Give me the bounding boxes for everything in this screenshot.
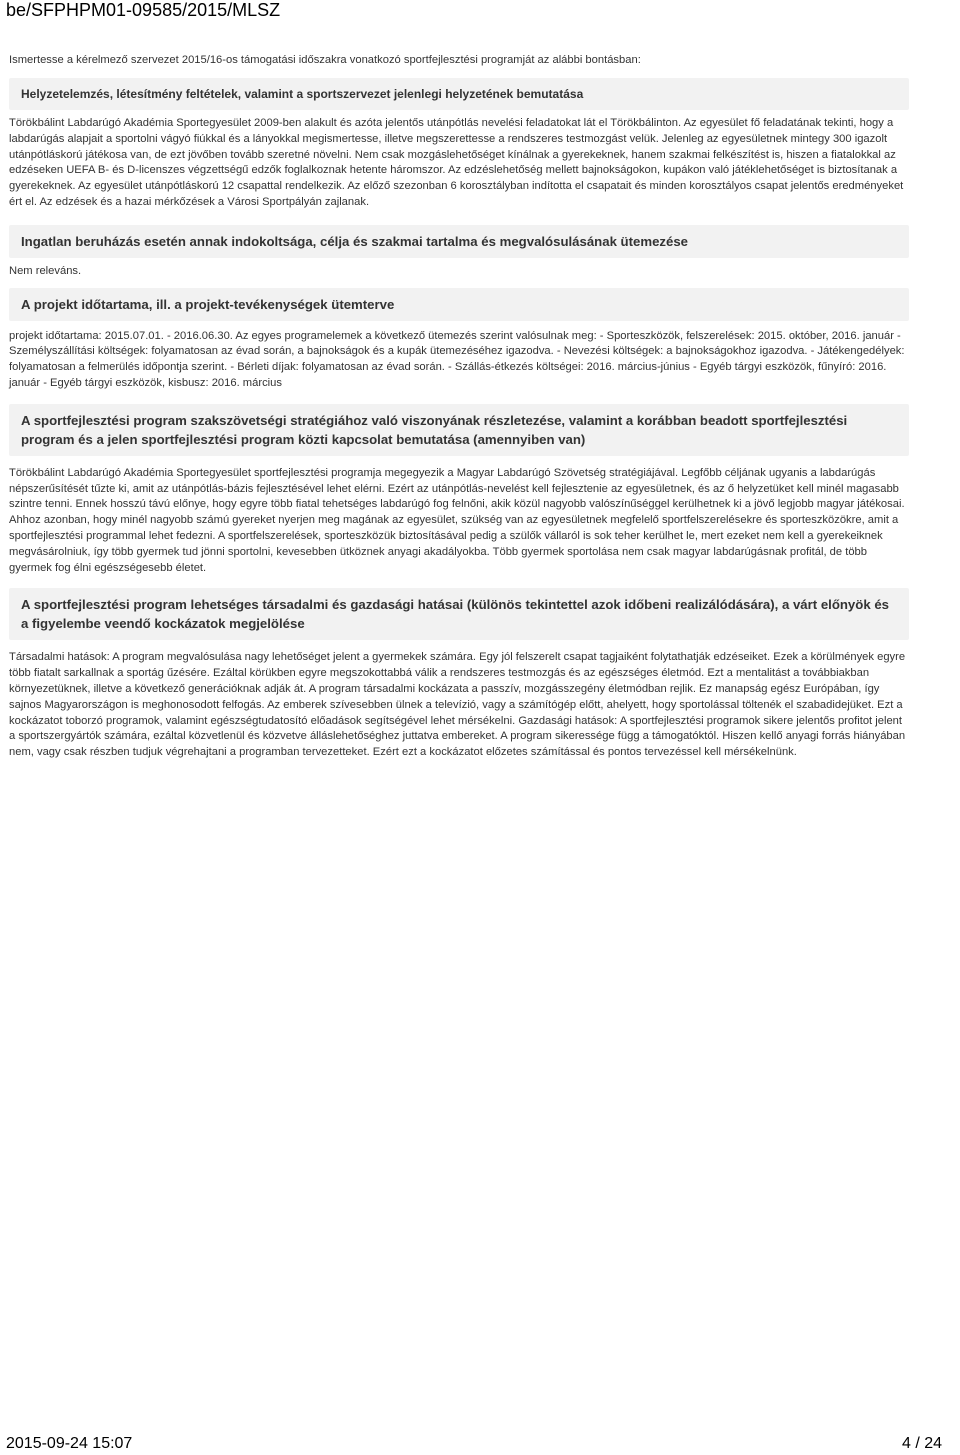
footer-timestamp: 2015-09-24 15:07 (6, 1435, 133, 1452)
section-heading-schedule: A projekt időtartama, ill. a projekt-tevékenységek ütemterve (9, 288, 909, 321)
section-heading-impacts: A sportfejlesztési program lehetséges társadalmi és gazdasági hatásai (különös tekintettel azok időbeni realizálódására), a várt előnyök és a figyelembe veendő kockázatok megjelölése (9, 588, 909, 640)
section-body-real-estate: Nem releváns. (9, 264, 82, 277)
section-body-strategy: Törökbálint Labdarúgó Akadémia Sportegyesület sportfejlesztési programja megegyezik a Magyar Labdarúgó Szövetség stratégiájával. Legfőbb céljának ugyanis a labdarúgás népszerűsítését tűzte ki, amit az utánpótlás-bázis fejlesztésével lehet elérni. Ezért az utánpótlás-nevelést kell fejlesztenie az egyesületnek, és az ő helyzetüket kell minél magasabb szintre tenni. Ennek hosszú távú előnye, hogy egyre több fiatal tehetséges labdarúgó fog felnőni, akik közül nagyobb valószínűséggel kerülhetnek ki a jövő legjobb magyar játékosai. Ahhoz azonban, hogy minél nagyobb számú gyereket nyerjen meg magának az egyesület, szükség van az egyesületnek megfelelő sportfelszerelésekre és sporteszközökre, amit a sportfejlesztési programmal lehet fedezni. A sportfelszerelések, sporteszközük biztosításával pedig a szülők vállaról is sok teher kerülhet le, mert ezeket nem kell a gyerekeiknek megvásárolniuk, így több gyermek tud jönni sportolni, kevesebben ütköznek anyagi akadályokba. Több gyermek sportolása nem csak magyar labdarúgásnak profitál, de több gyermek fog élni egészségesebb életet. (9, 466, 905, 574)
section-body-situation: Törökbálint Labdarúgó Akadémia Sportegyesület 2009-ben alakult és azóta jelentős utánpótlás nevelési feladatokat lát el Törökbálinton. Az egyesület fő feladatának tekinti, hogy a labdarúgás alapjait a sportolni vágyó fiúkkal és a lányokkal megismertesse, illetve megszerettesse a rendszeres testmozgást velük. Jelenleg az egyesületnek mintegy 300 igazolt utánpótláskorú játékosa van, de ezt jövőben tovább szeretné növelni. Nem csak mozgáslehetőséget kínálnak a gyerekeknek, hanem szakmai felkészítést is, hiszen a fiatalokkal az edzéseken UEFA B- és D-licenszes végzettségű edzők foglalkoznak hetente háromszor. Az edzéslehetőség mellett bajnokságokon, kupákon való játéklehetőséget is biztosítanak a gyerekeknek. Az egyesület utánpótláskorú 12 csapattal rendelkezik. Az előző szezonban 6 korosztályban indította el csapatait és minden korosztályos csapat jelentős eredményeket ért el. Az edzések és a hazai mérkőzések a Városi Sportpályán zajlanak. (9, 117, 904, 208)
document-body (9, 52, 909, 771)
intro-text: Ismertesse a kérelmező szervezet 2015/16-os támogatási időszakra vonatkozó sportfejlesztési programját az alábbi bontásban: (9, 54, 641, 66)
document-id: be/SFPHPM01-09585/2015/MLSZ (6, 0, 281, 20)
section-body-impacts: Társadalmi hatások: A program megvalósulása nagy lehetőséget jelent a gyermekek számára. Egy jól felszerelt csapat tagjaiként folytathatják edzéseiket. Ezek a körülmények egyre több fiatalt sarkallnak a sportág űzésére. Ezáltal körükben egyre megszokottabbá válik a rendszeres testmozgás és az egészséges életmód. Ezt a mentalitást a továbbiakban környezetüknek, illetve a következő generációknak adják át. A program társadalmi kockázata a passzív, mozgásszegény életmódban rejlik. Ez manapság egész Európában, így sajnos Magyarországon is meghonosodott felfogás. Az emberek szívesebben ülnek a televízió, vagy a számítógép előtt, ahelyett, hogy sportolással töltenék el szabadidejüket. Ezt a kockázatot toborzó programok, valamint egészségtudatosító előadások segítségével lehet mérsékelni. Gazdasági hatások: A sportfejlesztési programok sikere jelentős profitot jelent a sportszergyártók számára, ezáltal közvetlenül és közvetve álláslehetőséghez juttatva embereket. A program sikeressége függ a támogatóktól. Hiszen kellő anyagi forrás hiányában nem, vagy csak részben tudjuk végrehajtani a programban tervezetteket. Ezért ezt a kockázatot előzetes számítással és pontos tervezéssel kell mérsékelnünk. (9, 651, 906, 759)
section-body-schedule: projekt időtartama: 2015.07.01. - 2016.06.30. Az egyes programelemek a következő ütemezés szerint valósulnak meg: - Sporteszközök, felszerelések: 2015. október, 2016. január - Személyszállítási költségek: folyamatosan az évad során, a bajnokságok és a kupák ütemezéséhez igazodva. - Nevezési költségek: a bajnokságokhoz igazodva. - Játékengedélyek: folyamatosan a felmerülés időpontja szerint. - Bérleti díjak: folyamatosan az évad során. - Szállás-étkezés költségei: 2016. március-június - Egyéb tárgyi eszközök, fűnyíró: 2016. január - Egyéb tárgyi eszközök, kisbusz: 2016. március (9, 329, 905, 389)
footer-page-number: 4 / 24 (901, 1435, 942, 1452)
section-heading-real-estate: Ingatlan beruházás esetén annak indokoltsága, célja és szakmai tartalma és megvalósulásának ütemezése (9, 225, 909, 258)
section-heading-situation: Helyzetelemzés, létesítmény feltételek, valamint a sportszervezet jelenlegi helyzetének bemutatása (9, 78, 909, 110)
section-heading-strategy: A sportfejlesztési program szakszövetségi stratégiához való viszonyának részletezése, valamint a korábban beadott sportfejlesztési program és a jelen sportfejlesztési program közti kapcsolat bemutatása (amennyiben van) (9, 404, 909, 456)
